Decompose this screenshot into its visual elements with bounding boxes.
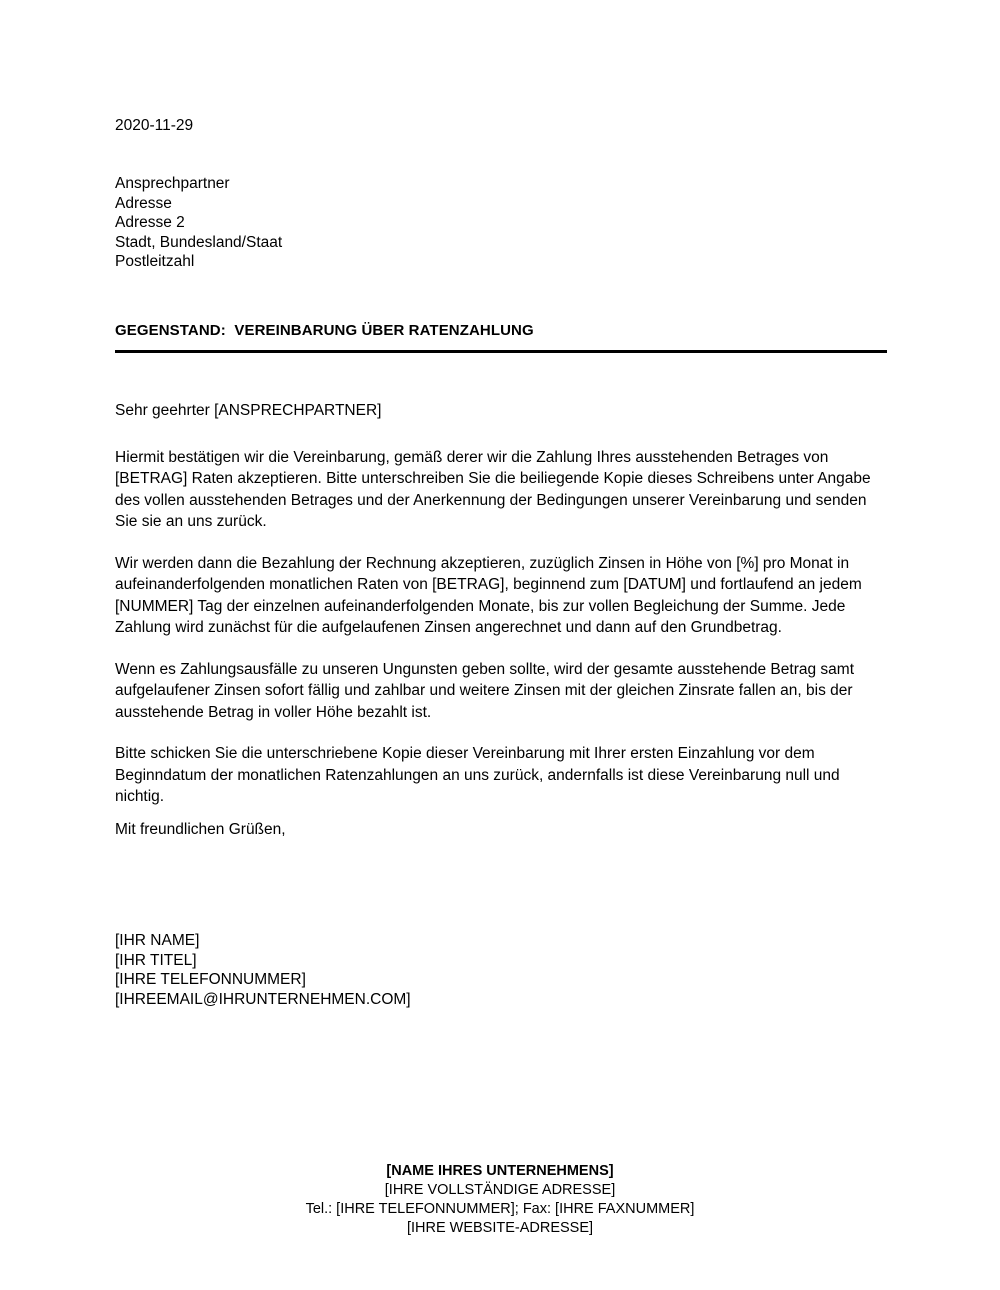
letter-body (115, 400, 890, 808)
signature-line: [IHR TITEL] (115, 951, 197, 969)
signature-line: [IHR NAME] (115, 932, 200, 949)
subject-section (115, 321, 887, 353)
body-paragraph: Bitte schicken Sie die unterschriebene Kopie dieser Vereinbarung mit Ihrer ersten Einzahlung vor dem Beginndatum der monatlichen Ratenzahlungen an uns zurück, andernfalls ist diese Vereinbarung null und nichtig. (115, 745, 840, 805)
signature-line: [IHRE TELEFONNUMMER] (115, 971, 306, 989)
body-paragraph: Wenn es Zahlungsausfälle zu unseren Ungunsten geben sollte, wird der gesamte ausstehende Betrag samt aufgelaufener Zinsen sofort fällig und zahlbar und weitere Zinsen mit der gleichen Zinsrate fallen an, bis der ausstehende Betrag in voller Höhe bezahlt ist. (115, 660, 854, 721)
signature-line: [IHREEMAIL@IHRUNTERNEHMEN.COM] (115, 990, 411, 1008)
subject-line: GEGENSTAND: VEREINBARUNG ÜBER RATENZAHLUNG (115, 322, 534, 339)
address-line: Adresse (115, 194, 172, 212)
closing-salutation: Mit freundlichen Grüßen, (115, 821, 286, 838)
address-line: Ansprechpartner (115, 175, 230, 192)
body-paragraph: Hiermit bestätigen wir die Vereinbarung, gemäß derer wir die Zahlung Ihres ausstehenden Betrages von [BETRAG] Raten akzeptieren. Bitte unterschreiben Sie die beiliegende Kopie dieses Schreibens unter Angabe des vollen ausstehenden Betrages und der Anerkennung der Bedingungen unserer Vereinbarung und senden Sie sie an uns zurück. (115, 448, 871, 530)
horizontal-rule (115, 350, 887, 353)
salutation: Sehr geehrter [ANSPRECHPARTNER] (115, 402, 382, 419)
address-line: Adresse 2 (115, 214, 185, 232)
letter-date: 2020-11-29 (115, 117, 194, 134)
recipient-address-block (115, 174, 282, 272)
address-line: Stadt, Bundesland/Staat (115, 233, 283, 251)
body-paragraph: Wir werden dann die Bezahlung der Rechnung akzeptieren, zuzüglich Zinsen in Höhe von [%] pro Monat in aufeinanderfolgenden monatlichen Raten von [BETRAG], beginnend zum [DATUM] und fortlaufend an jedem [NUMMER] Tag der einzelnen aufeinanderfolgenden Monate, bis zur vollen Begleichung der Summe. Jede Zahlung wird zunächst für die aufgelaufenen Zinsen angerechnet und dann auf den Grundbetrag. (115, 554, 862, 636)
footer-contact: Tel.: [IHRE TELEFONNUMMER]; Fax: [IHRE FAXNUMMER] (305, 1201, 695, 1217)
signature-block (115, 931, 411, 1009)
footer-website: [IHRE WEBSITE-ADRESSE] (406, 1220, 594, 1236)
page-footer (0, 1162, 1000, 1238)
footer-address: [IHRE VOLLSTÄNDIGE ADRESSE] (384, 1182, 616, 1198)
footer-company-name: [NAME IHRES UNTERNEHMENS] (386, 1163, 614, 1179)
address-line: Postleitzahl (115, 253, 195, 271)
